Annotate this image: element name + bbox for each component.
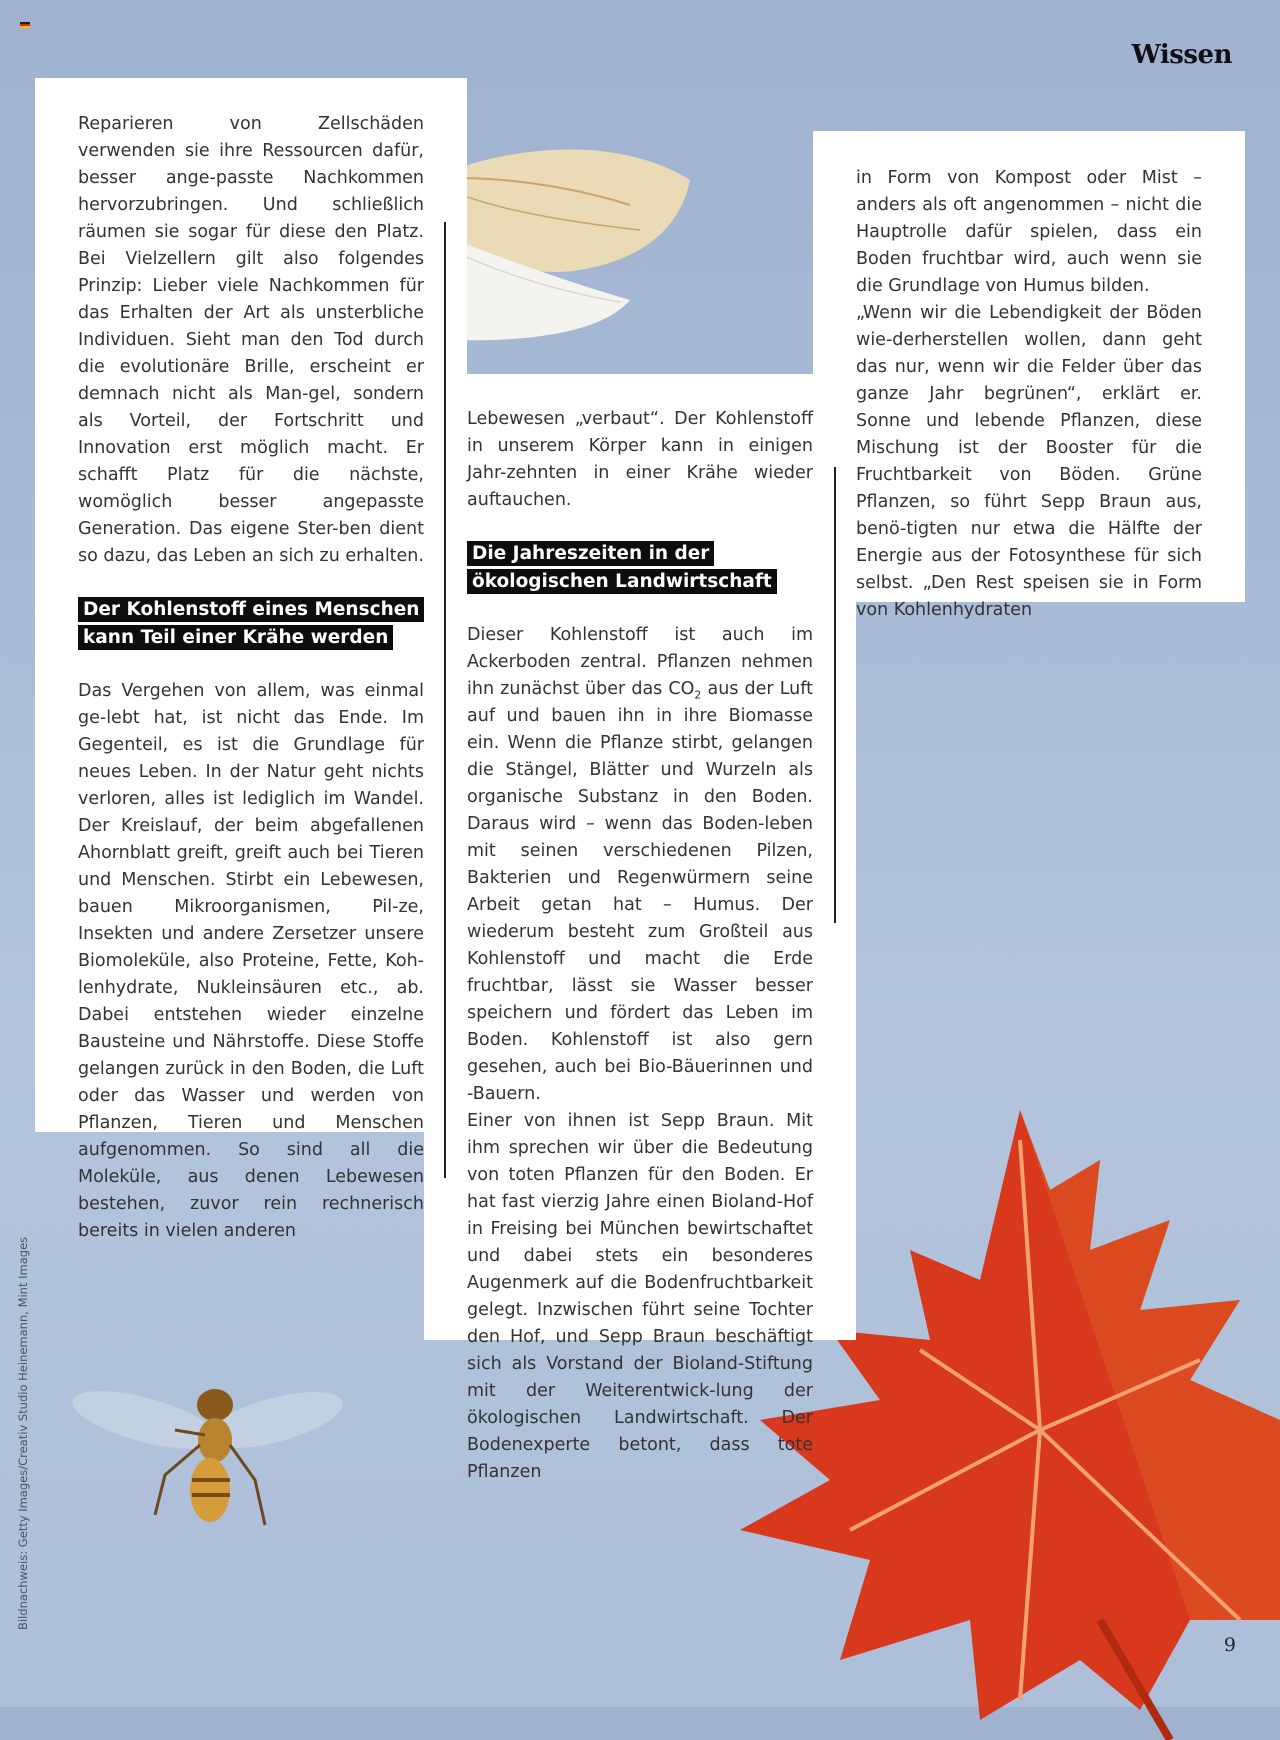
paragraph: Einer von ihnen ist Sepp Braun. Mit ihm sprechen wir über die Bedeutung von toten Pflanzen für den Boden. Er hat fast vierzig Jahre einen Bioland-Hof in Freising bei München bewirtschaftet und dabei stets ein besonderes Augenmerk auf die Bodenfruchtbarkeit gelegt. Inzwischen führt seine Tochter den Hof, und Sepp Braun beschäftigt sich als Vorstand der Bioland-Stiftung mit der Weiterentwick-lung der ökologischen Landwirtschaft. Der Bodenexperte betont, dass tote Pflanzen [467,1111,813,1482]
paragraph: Reparieren von Zellschäden verwenden sie ihre Ressourcen dafür, besser ange-passte Nachkommen hervorzubringen. Und schließlich räumen sie sogar für diese den Platz. Bei Vielzellern gilt also folgendes Prinzip: Lieber viele Nachkommen für das Erhalten der Art als unsterbliche Individuen. Sieht man den Tod durch die evolutionäre Brille, erscheint er demnach nicht als Man-gel, sondern als Vorteil, der Fortschritt und Innovation erst möglich macht. Er schafft Platz für die nächste, womöglich besser angepasste Generation. Das eigene Ster-ben dient so dazu, das Leben an sich zu erhalten. [78,114,424,566]
subheading: Der Kohlenstoff eines Menschen kann Teil einer Krähe werden [78,596,424,652]
paragraph: Lebewesen „verbaut“. Der Kohlenstoff in unserem Körper kann in einigen Jahr-zehnten in einer Krähe wieder auftauchen. [467,409,813,510]
photo-credit: Bildnachweis: Getty Images/Creativ Studio Heinemann, Mint Images [16,1236,30,1630]
wasp-illustration [70,1365,350,1555]
column-rule-left [444,222,446,1178]
paragraph: „Wenn wir die Lebendigkeit der Böden wie-derherstellen wollen, dann geht das nur, wenn wir die Felder über das ganze Jahr begrünen“, erklärt er. Sonne und lebende Pflanzen, diese Mischung ist der Booster für die Fruchtbarkeit von Böden. Grüne Pflanzen, so führt Sepp Braun aus, benö-tigten nur etwa die Hälfte der Energie aus der Fotosynthese für sich selbst. „Den Rest speisen sie in Form von Kohlenhydraten [856,303,1202,620]
subheading: Die Jahreszeiten in der ökologischen Landwirtschaft [467,540,813,596]
article-column-middle [467,406,813,1486]
section-title: Wissen [1131,40,1232,70]
paragraph: Das Vergehen von allem, was einmal ge-lebt hat, ist nicht das Ende. Im Gegenteil, es ist die Grundlage für neues Leben. In der Natur geht nichts verloren, alles ist lediglich im Wandel. Der Kreislauf, der beim abgefallenen Ahornblatt greift, greift auch bei Tieren und Menschen. Stirbt ein Lebewesen, bauen Mikroorganismen, Pil-ze, Insekten und andere Zersetzer unsere Biomoleküle, also Proteine, Fette, Koh-lenhydrate, Nukleinsäuren etc., ab. Dabei entstehen wieder einzelne Bausteine und Nährstoffe. Diese Stoffe gelangen zurück in den Boden, die Luft oder das Wasser und werden von Pflanzen, Tieren und Menschen aufgenommen. So sind all die Moleküle, aus denen Lebewesen bestehen, zuvor rein rechnerisch bereits in vielen anderen [78,681,424,1241]
paragraph: in Form von Kompost oder Mist – anders als oft angenommen – nicht die Hauptrolle dafür spielen, dass ein Boden fruchtbar wird, auch wenn sie die Grundlage von Humus bilden. [856,168,1202,296]
flag-icon [20,22,30,28]
moth-illustration [430,30,760,360]
article-column-left [78,111,424,1245]
article-column-right [856,165,1202,624]
page-number: 9 [1223,1634,1236,1656]
column-rule-right [834,467,836,923]
paragraph: Dieser Kohlenstoff ist auch im Ackerboden zentral. Pflanzen nehmen ihn zunächst über das $CO_2$ aus der Luft auf und bauen ihn in ihre Biomasse ein. Wenn die Pflanze stirbt, gelangen die Stängel, Blätter und Wurzeln als organische Substanz in den Boden. Daraus wird – wenn das Boden-leben mit seinen verschiedenen Pilzen, Bakterien und Regenwürmern seine Arbeit getan hat – Humus. Der wiederum besteht zum Großteil aus Kohlenstoff und macht die Erde fruchtbar, lässt sie Wasser besser speichern und fördert das Leben im Boden. Kohlenstoff ist also gern gesehen, auch bei Bio-Bäuerinnen und -Bauern. [467,625,813,1104]
